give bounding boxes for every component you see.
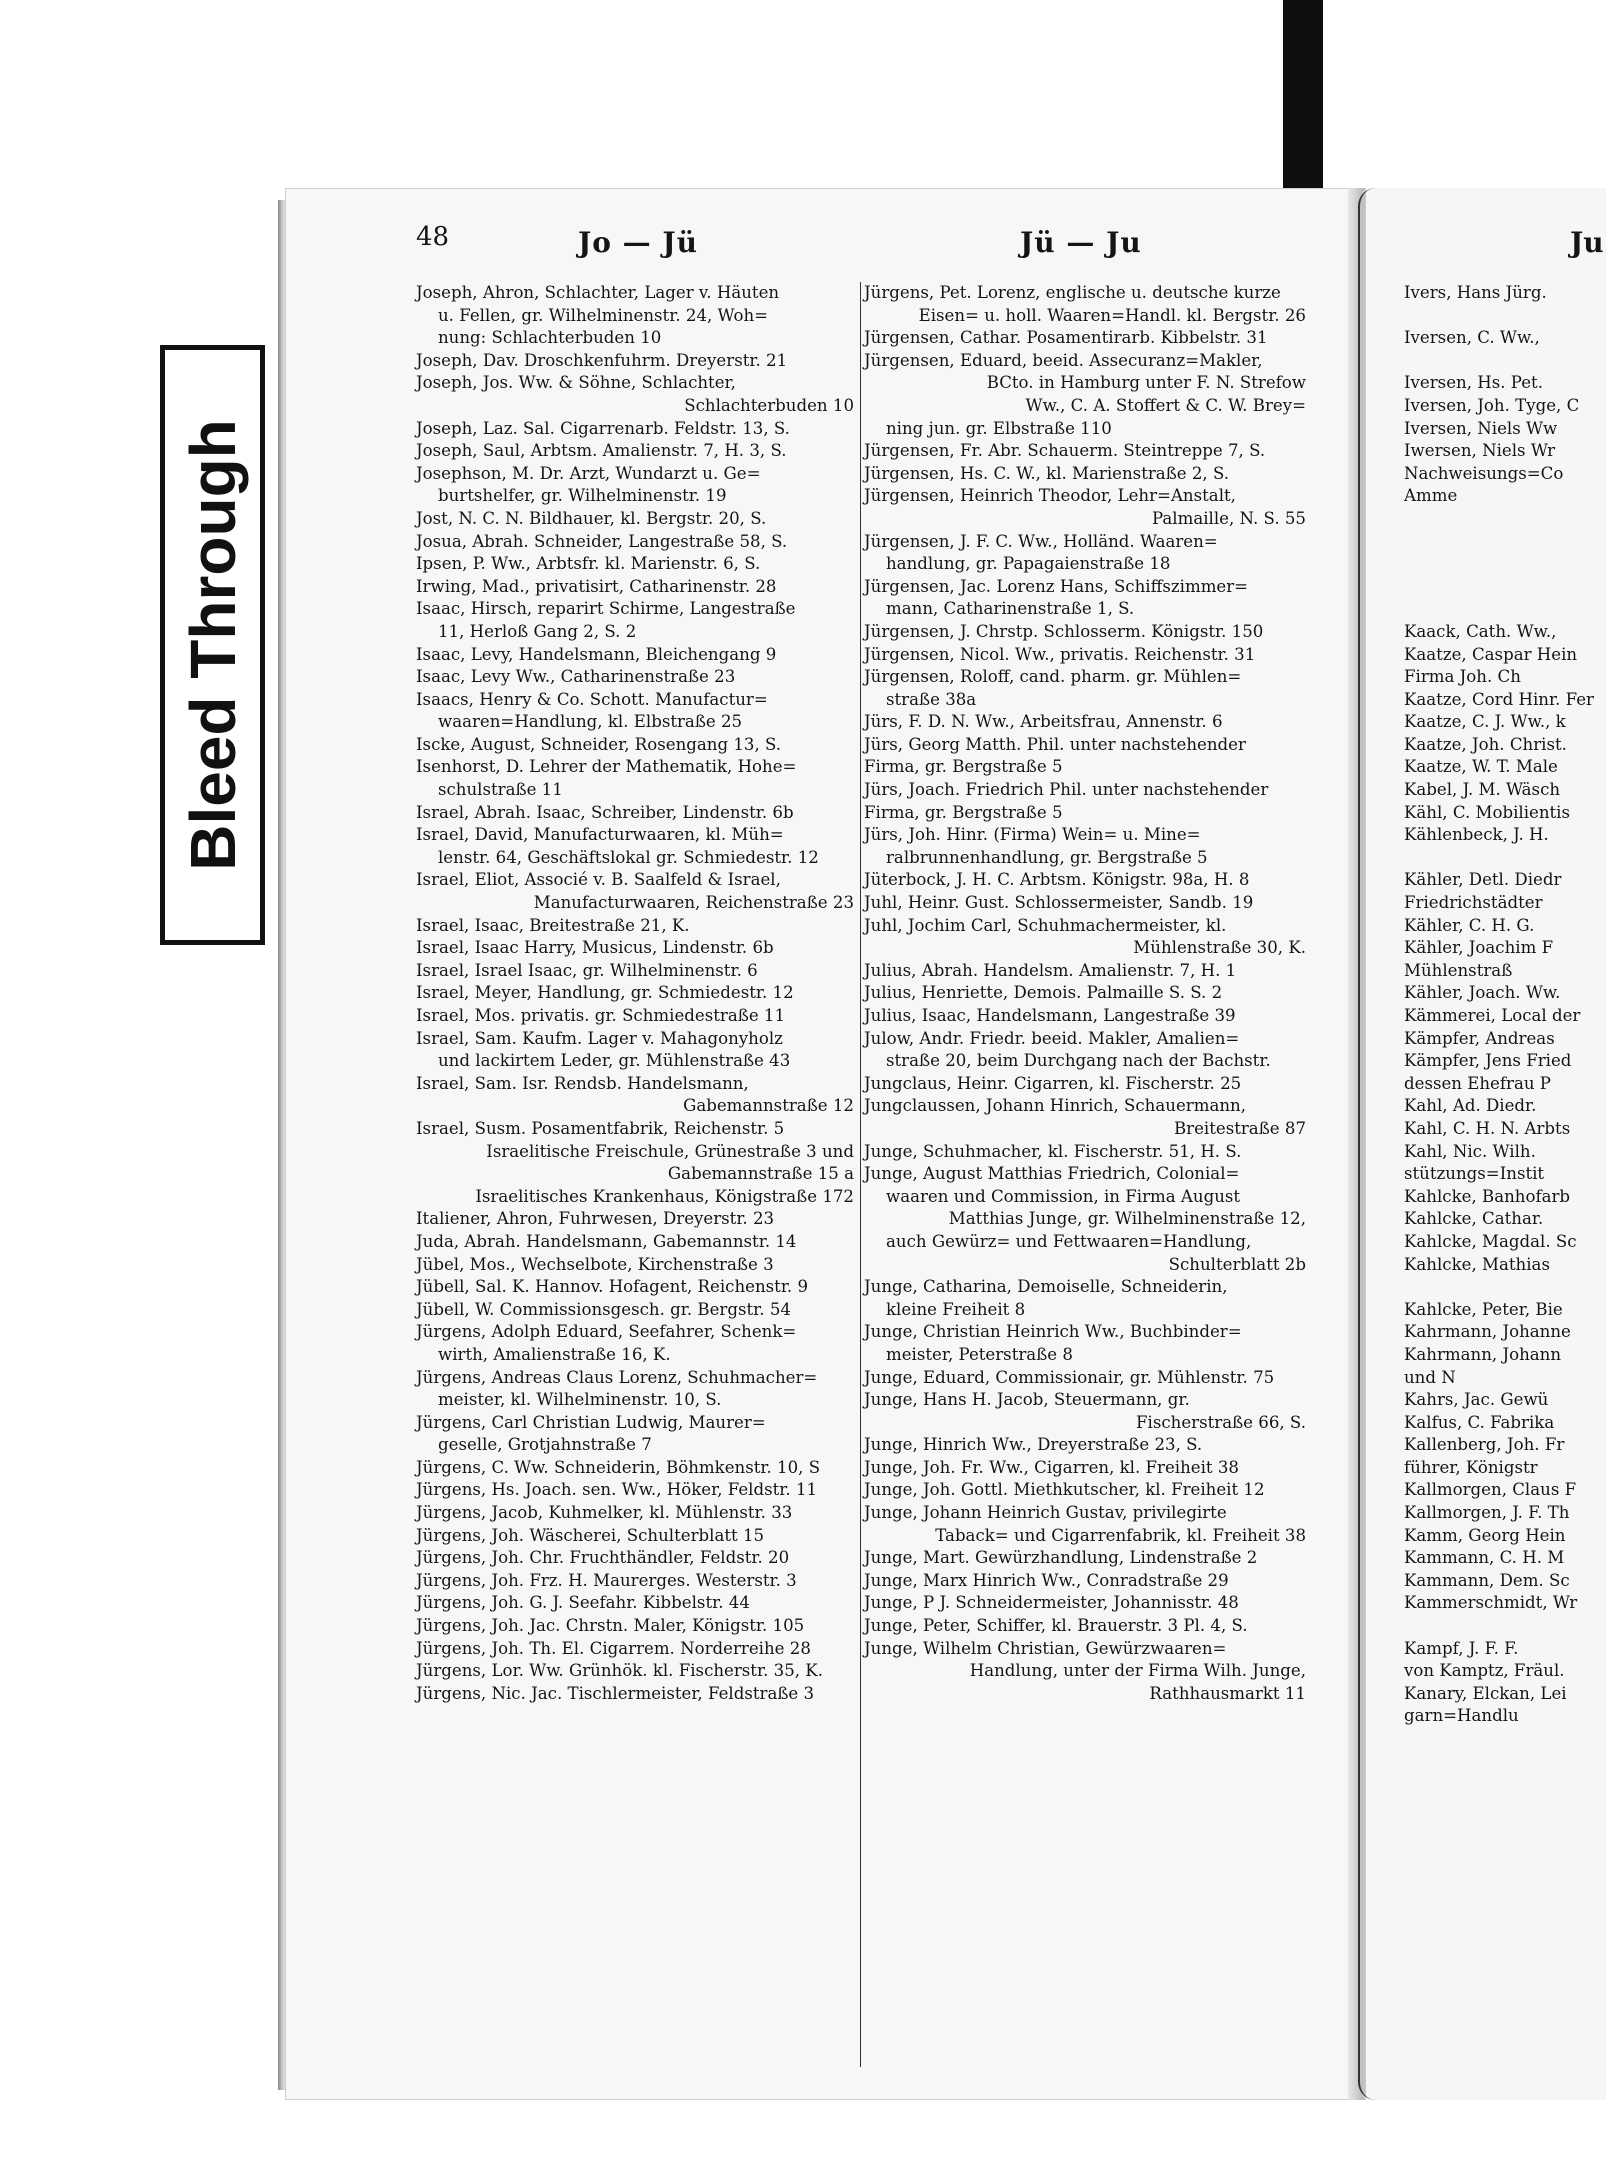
directory-entry-line: Eisen= u. holl. Waaren=Handl. kl. Bergstr. 26 bbox=[918, 305, 1306, 325]
directory-entry-line: Friedrichstädter bbox=[1404, 893, 1543, 913]
directory-entry-line: Gabemannstraße 12 bbox=[683, 1096, 854, 1116]
directory-entry-line: Jürs, Joach. Friedrich Phil. unter nachstehender bbox=[864, 780, 1269, 800]
directory-entry-line: Kahrs, Jac. Gewü bbox=[1404, 1390, 1549, 1410]
directory-entry-line: Jürgensen, Eduard, beeid. Assecuranz=Makler, bbox=[864, 350, 1263, 370]
directory-entry-line: Kahrmann, Johanne bbox=[1404, 1322, 1571, 1342]
directory-entry-line: Israel, Mos. privatis. gr. Schmiedestraße 11 bbox=[416, 1006, 786, 1025]
directory-entry-line: Rathhausmarkt 11 bbox=[1149, 1683, 1306, 1703]
directory-entry-line: Iversen, C. Ww., bbox=[1404, 328, 1540, 348]
directory-entry-line: Breitestraße 87 bbox=[1173, 1118, 1306, 1138]
directory-entry-line: Jürgensen, Jac. Lorenz Hans, Schiffszimmer= bbox=[864, 576, 1249, 596]
directory-entry-line: Kahlcke, Peter, Bie bbox=[1404, 1299, 1563, 1319]
directory-entry-line: meister, Peterstraße 8 bbox=[886, 1344, 1073, 1364]
directory-entry-line: Josephson, M. Dr. Arzt, Wundarzt u. Ge= bbox=[416, 463, 761, 483]
directory-entry-line: Juhl, Jochim Carl, Schuhmachermeister, kl. bbox=[864, 915, 1227, 935]
directory-entry-line: Junge, Joh. Fr. Ww., Cigarren, kl. Freiheit 38 bbox=[864, 1457, 1239, 1477]
directory-entry-line: Italiener, Ahron, Fuhrwesen, Dreyerstr. 23 bbox=[416, 1209, 775, 1229]
directory-entry-line: Israel, Isaac Harry, Musicus, Lindenstr. 6b bbox=[416, 938, 774, 958]
directory-entry-line: Iscke, August, Schneider, Rosengang 13, S. bbox=[416, 734, 782, 754]
directory-entry-line: Jürgens, Hs. Joach. sen. Ww., Höker, Feldstr. 11 bbox=[416, 1480, 818, 1500]
directory-entry-line: Ww., C. A. Stoffert & C. W. Brey= bbox=[1025, 395, 1306, 415]
directory-entry-line: Matthias Junge, gr. Wilhelminenstraße 12, bbox=[948, 1209, 1306, 1229]
right-page-edge bbox=[1358, 188, 1378, 2100]
directory-entry-line bbox=[1404, 1276, 1604, 1299]
directory-entry-line: Kahl, Ad. Diedr. bbox=[1404, 1096, 1537, 1116]
directory-entry-line bbox=[1404, 576, 1604, 599]
directory-entry-line: Taback= und Cigarrenfabrik, kl. Freiheit 38 bbox=[935, 1525, 1306, 1545]
directory-entry-line: Irwing, Mad., privatisirt, Catharinenstr. 28 bbox=[416, 576, 777, 596]
directory-entry-line: Jürgens, Andreas Claus Lorenz, Schuhmacher= bbox=[416, 1367, 818, 1387]
directory-entry-line bbox=[1404, 350, 1604, 373]
directory-entry-line: Josua, Abrah. Schneider, Langestraße 58, S. bbox=[416, 531, 788, 551]
running-header-right: Jü — Ju bbox=[1020, 226, 1142, 259]
directory-entry-line: Kanary, Elckan, Lei bbox=[1404, 1683, 1567, 1703]
directory-entry-line: Jürgens, Joh. Jac. Chrstn. Maler, Königstr. 105 bbox=[416, 1616, 805, 1636]
directory-entry-line: Manufacturwaaren, Reichenstraße 23 bbox=[533, 893, 854, 913]
directory-entry-line: und N bbox=[1404, 1367, 1456, 1387]
directory-entry-line: Kaatze, C. J. Ww., k bbox=[1404, 712, 1566, 732]
directory-entry-line: Juhl, Heinr. Gust. Schlossermeister, Sandb. 19 bbox=[864, 893, 1254, 913]
directory-entry-line: Kahlcke, Magdal. Sc bbox=[1404, 1231, 1577, 1251]
directory-entry-line: Kahl, C. H. N. Arbts bbox=[1404, 1118, 1571, 1138]
directory-column-left bbox=[416, 282, 854, 1705]
directory-entry-line: Joseph, Ahron, Schlachter, Lager v. Häuten bbox=[416, 283, 780, 302]
directory-entry-line: Ivers, Hans Jürg. bbox=[1404, 283, 1547, 302]
directory-entry-line: Jürgensen, Nicol. Ww., privatis. Reichenstr. 31 bbox=[864, 644, 1256, 664]
directory-entry-line bbox=[1404, 508, 1604, 531]
directory-entry-line: waaren und Commission, in Firma August bbox=[886, 1186, 1241, 1206]
directory-entry-line: Firma, gr. Bergstraße 5 bbox=[864, 802, 1063, 822]
directory-entry-line: Julius, Abrah. Handelsm. Amalienstr. 7, H. 1 bbox=[864, 960, 1237, 980]
directory-entry-line: Isaac, Hirsch, reparirt Schirme, Langestraße bbox=[416, 599, 796, 619]
directory-entry-line: führer, Königstr bbox=[1404, 1457, 1538, 1477]
directory-entry-line: Junge, Catharina, Demoiselle, Schneiderin, bbox=[864, 1277, 1228, 1297]
directory-entry-line: Nachweisungs=Co bbox=[1404, 463, 1564, 483]
directory-entry-line: Kalfus, C. Fabrika bbox=[1404, 1412, 1555, 1432]
directory-entry-line: Jürgensen, Roloff, cand. pharm. gr. Mühlen= bbox=[864, 667, 1242, 687]
directory-entry-line: Israel, Meyer, Handlung, gr. Schmiedestr. 12 bbox=[416, 983, 794, 1003]
directory-entry-line: Iwersen, Niels Wr bbox=[1404, 441, 1556, 461]
directory-entry-line: Julow, Andr. Friedr. beeid. Makler, Amalien= bbox=[864, 1028, 1240, 1048]
directory-entry-line: Kämmerei, Local der bbox=[1404, 1006, 1581, 1025]
directory-entry-line: Jürs, Georg Matth. Phil. unter nachstehender bbox=[864, 734, 1246, 754]
directory-entry-line: Joseph, Saul, Arbtsm. Amalienstr. 7, H. 3, S. bbox=[416, 441, 787, 461]
directory-entry-line: Jürgens, Joh. G. J. Seefahr. Kibbelstr. 44 bbox=[416, 1593, 750, 1613]
directory-entry-line: Jürgensen, Hs. C. W., kl. Marienstraße 2, S. bbox=[864, 463, 1230, 483]
directory-entry-line: Jürs, Joh. Hinr. (Firma) Wein= u. Mine= bbox=[864, 825, 1201, 845]
directory-entry-line bbox=[1404, 531, 1604, 554]
directory-entry-line: Amme bbox=[1404, 486, 1458, 506]
directory-entry-line: Firma, gr. Bergstraße 5 bbox=[864, 757, 1063, 777]
directory-entry-line: Jürgensen, J. F. C. Ww., Holländ. Waaren= bbox=[864, 531, 1218, 551]
directory-entry-line: straße 20, beim Durchgang nach der Bachstr. bbox=[886, 1051, 1271, 1071]
directory-entry-line: Israel, David, Manufacturwaaren, kl. Müh= bbox=[416, 825, 784, 845]
directory-entry-line: Junge, Hinrich Ww., Dreyerstraße 23, S. bbox=[864, 1435, 1203, 1455]
directory-entry-line: Kammann, C. H. M bbox=[1404, 1548, 1565, 1568]
directory-entry-line: Jübell, Sal. K. Hannov. Hofagent, Reichenstr. 9 bbox=[416, 1277, 809, 1297]
directory-entry-line: Junge, Eduard, Commissionair, gr. Mühlenstr. 75 bbox=[864, 1367, 1275, 1387]
directory-entry-line: Palmaille, N. S. 55 bbox=[1152, 508, 1306, 528]
directory-entry-line: Schlachterbuden 10 bbox=[684, 395, 854, 415]
directory-entry-line: Juda, Abrah. Handelsmann, Gabemannstr. 14 bbox=[416, 1231, 797, 1251]
directory-entry-line: Jürgens, Jacob, Kuhmelker, kl. Mühlenstr. 33 bbox=[416, 1503, 793, 1523]
directory-entry-line: Kallmorgen, J. F. Th bbox=[1404, 1503, 1570, 1523]
directory-entry-line: Kähl, C. Mobilientis bbox=[1404, 802, 1571, 822]
directory-entry-line: Isaac, Levy, Handelsmann, Bleichengang 9 bbox=[416, 644, 777, 664]
directory-entry-line: Junge, Mart. Gewürzhandlung, Lindenstraße 2 bbox=[864, 1548, 1258, 1568]
directory-entry-line: Jübel, Mos., Wechselbote, Kirchenstraße 3 bbox=[416, 1254, 774, 1274]
directory-entry-line bbox=[1404, 305, 1604, 328]
directory-entry-line: Fischerstraße 66, S. bbox=[1136, 1412, 1306, 1432]
directory-entry-line: von Kamptz, Fräul. bbox=[1404, 1661, 1565, 1681]
directory-entry-line: Kammann, Dem. Sc bbox=[1404, 1570, 1570, 1590]
directory-entry-line: Kähler, Detl. Diedr bbox=[1404, 870, 1562, 890]
directory-entry-line: Kallmorgen, Claus F bbox=[1404, 1480, 1577, 1500]
running-header-next-page: Ju bbox=[1570, 226, 1604, 259]
directory-entry-line: Junge, Hans H. Jacob, Steuermann, gr. bbox=[864, 1390, 1190, 1410]
directory-entry-line: u. Fellen, gr. Wilhelminenstr. 24, Woh= bbox=[438, 305, 769, 325]
directory-entry-line: Kähler, Joach. Ww. bbox=[1404, 983, 1561, 1003]
directory-entry-line: Kahlcke, Banhofarb bbox=[1404, 1186, 1571, 1206]
directory-entry-line: schulstraße 11 bbox=[438, 780, 563, 800]
directory-entry-line: straße 38a bbox=[886, 689, 977, 709]
directory-entry-line: Kaack, Cath. Ww., bbox=[1404, 621, 1557, 641]
directory-entry-line: Jürgens, Joh. Wäscherei, Schulterblatt 15 bbox=[416, 1525, 765, 1545]
directory-entry-line: Julius, Henriette, Demois. Palmaille S. S. 2 bbox=[864, 983, 1223, 1003]
directory-entry-line: burtshelfer, gr. Wilhelminenstr. 19 bbox=[438, 486, 727, 506]
directory-entry-line: auch Gewürz= und Fettwaaren=Handlung, bbox=[886, 1231, 1252, 1251]
directory-entry-line: Jürs, F. D. N. Ww., Arbeitsfrau, Annenstr. 6 bbox=[864, 712, 1223, 732]
directory-entry-line: Junge, Christian Heinrich Ww., Buchbinder= bbox=[864, 1322, 1242, 1342]
directory-column-middle bbox=[864, 282, 1306, 1705]
bleed-through-label-text: Bleed Through bbox=[176, 419, 249, 871]
directory-entry-line: Jürgens, Carl Christian Ludwig, Maurer= bbox=[416, 1412, 766, 1432]
directory-entry-line: ralbrunnenhandlung, gr. Bergstraße 5 bbox=[886, 847, 1208, 867]
directory-entry-line: Kampf, J. F. F. bbox=[1404, 1638, 1519, 1658]
directory-entry-line: lenstr. 64, Geschäftslokal gr. Schmiedestr. 12 bbox=[438, 847, 819, 867]
directory-entry-line: Firma Joh. Ch bbox=[1404, 667, 1521, 687]
directory-entry-line: Isenhorst, D. Lehrer der Mathematik, Hohe= bbox=[416, 757, 797, 777]
directory-entry-line: Jungclaus, Heinr. Cigarren, kl. Fischerstr. 25 bbox=[864, 1073, 1242, 1093]
directory-entry-line: Junge, Wilhelm Christian, Gewürzwaaren= bbox=[864, 1638, 1227, 1658]
directory-entry-line: ning jun. gr. Elbstraße 110 bbox=[886, 418, 1112, 438]
directory-entry-line: Jürgens, Joh. Th. El. Cigarrem. Norderreihe 28 bbox=[416, 1638, 811, 1658]
directory-entry-line: dessen Ehefrau P bbox=[1404, 1073, 1551, 1093]
directory-entry-line: Jungclaussen, Johann Hinrich, Schauermann, bbox=[864, 1096, 1246, 1116]
scan-border-strip bbox=[1283, 0, 1323, 200]
directory-entry-line: Israel, Israel Isaac, gr. Wilhelminenstr. 6 bbox=[416, 960, 758, 980]
directory-entry-line: Junge, Johann Heinrich Gustav, privilegirte bbox=[864, 1503, 1227, 1523]
directory-entry-line bbox=[1404, 847, 1604, 870]
directory-entry-line: garn=Handlu bbox=[1404, 1706, 1519, 1726]
directory-entry-line: Junge, August Matthias Friedrich, Colonial= bbox=[864, 1164, 1240, 1184]
directory-entry-line: Jübell, W. Commissionsgesch. gr. Bergstr. 54 bbox=[416, 1299, 791, 1319]
directory-entry-line: BCto. in Hamburg unter F. N. Strefow bbox=[986, 373, 1306, 393]
directory-entry-line: Joseph, Dav. Droschkenfuhrm. Dreyerstr. 21 bbox=[416, 350, 788, 370]
directory-entry-line: und lackirtem Leder, gr. Mühlenstraße 43 bbox=[438, 1051, 791, 1071]
directory-entry-line: Junge, P J. Schneidermeister, Johannisstr. 48 bbox=[864, 1593, 1239, 1613]
directory-entry-line: Israel, Eliot, Associé v. B. Saalfeld & Israel, bbox=[416, 870, 781, 890]
directory-entry-line: handlung, gr. Papagaienstraße 18 bbox=[886, 554, 1171, 574]
directory-entry-line: meister, kl. Wilhelminenstr. 10, S. bbox=[438, 1390, 722, 1410]
directory-entry-line: Gabemannstraße 15 a bbox=[667, 1164, 854, 1184]
directory-entry-line: Israel, Sam. Kaufm. Lager v. Mahagonyholz bbox=[416, 1028, 783, 1048]
directory-entry-line: Jürgensen, Heinrich Theodor, Lehr=Anstalt, bbox=[864, 486, 1236, 506]
directory-entry-line: Jürgens, Lor. Ww. Grünhök. kl. Fischerstr. 35, K. bbox=[416, 1661, 823, 1681]
directory-entry-line: Isaacs, Henry & Co. Schott. Manufactur= bbox=[416, 689, 768, 709]
directory-entry-line: waaren=Handlung, kl. Elbstraße 25 bbox=[438, 712, 743, 732]
directory-entry-line: geselle, Grotjahnstraße 7 bbox=[438, 1435, 652, 1455]
directory-entry-line: mann, Catharinenstraße 1, S. bbox=[886, 599, 1135, 619]
directory-entry-line: Israel, Isaac, Breitestraße 21, K. bbox=[416, 915, 690, 935]
directory-entry-line: Kahl, Nic. Wilh. bbox=[1404, 1141, 1536, 1161]
directory-entry-line: Kabel, J. M. Wäsch bbox=[1404, 780, 1561, 800]
directory-entry-line: stützungs=Instit bbox=[1404, 1164, 1545, 1184]
directory-entry-line: Kählenbeck, J. H. bbox=[1404, 825, 1549, 845]
directory-entry-line: Ipsen, P. Ww., Arbtsfr. kl. Marienstr. 6, S. bbox=[416, 554, 761, 574]
directory-entry-line: Junge, Peter, Schiffer, kl. Brauerstr. 3 Pl. 4, S. bbox=[864, 1616, 1248, 1636]
directory-entry-line bbox=[1404, 553, 1604, 576]
directory-entry-line: Jürgens, Joh. Frz. H. Maurerges. Westerstr. 3 bbox=[416, 1570, 797, 1590]
directory-entry-line: Julius, Isaac, Handelsmann, Langestraße 39 bbox=[864, 1006, 1236, 1025]
directory-entry-line: Kämpfer, Andreas bbox=[1404, 1028, 1555, 1048]
directory-entry-line: Kaatze, Joh. Christ. bbox=[1404, 734, 1567, 754]
directory-entry-line: Iversen, Niels Ww bbox=[1404, 418, 1558, 438]
directory-entry-line: 11, Herloß Gang 2, S. 2 bbox=[438, 621, 637, 641]
directory-entry-line: Jürgens, Nic. Jac. Tischlermeister, Feldstraße 3 bbox=[416, 1683, 815, 1703]
directory-entry-line: kleine Freiheit 8 bbox=[886, 1299, 1026, 1319]
directory-entry-line: Kallenberg, Joh. Fr bbox=[1404, 1435, 1565, 1455]
directory-entry-line: Joseph, Jos. Ww. & Söhne, Schlachter, bbox=[416, 373, 736, 393]
directory-entry-line: wirth, Amalienstraße 16, K. bbox=[438, 1344, 671, 1364]
directory-entry-line: Mühlenstraße 30, K. bbox=[1133, 938, 1306, 958]
directory-entry-line: Kämpfer, Jens Fried bbox=[1404, 1051, 1572, 1071]
directory-entry-line: Jürgensen, Fr. Abr. Schauerm. Steintreppe 7, S. bbox=[864, 441, 1266, 461]
directory-entry-line: Kähler, Joachim F bbox=[1404, 938, 1554, 958]
directory-entry-line: Kähler, C. H. G. bbox=[1404, 915, 1535, 935]
directory-entry-line: Israel, Susm. Posamentfabrik, Reichenstr. 5 bbox=[416, 1118, 785, 1138]
directory-entry-line: Jürgens, Pet. Lorenz, englische u. deutsche kurze bbox=[864, 283, 1281, 302]
directory-entry-line: Junge, Schuhmacher, kl. Fischerstr. 51, H. S. bbox=[864, 1141, 1242, 1161]
directory-entry-line: Jost, N. C. N. Bildhauer, kl. Bergstr. 20, S. bbox=[416, 508, 767, 528]
directory-entry-line bbox=[1404, 598, 1604, 621]
directory-entry-line: Kahlcke, Mathias bbox=[1404, 1254, 1550, 1274]
directory-entry-line: Joseph, Laz. Sal. Cigarrenarb. Feldstr. 13, S. bbox=[416, 418, 790, 438]
directory-entry-line: Kahrmann, Johann bbox=[1404, 1344, 1562, 1364]
directory-entry-line: Kammerschmidt, Wr bbox=[1404, 1593, 1578, 1613]
directory-entry-line: Schulterblatt 2b bbox=[1168, 1254, 1306, 1274]
directory-entry-line: Jürgens, Adolph Eduard, Seefahrer, Schenk= bbox=[416, 1322, 797, 1342]
directory-entry-line: Kaatze, Caspar Hein bbox=[1404, 644, 1578, 664]
directory-entry-line: Kaatze, Cord Hinr. Fer bbox=[1404, 689, 1594, 709]
directory-entry-line: Handlung, unter der Firma Wilh. Junge, bbox=[969, 1661, 1306, 1681]
directory-entry-line: Mühlenstraß bbox=[1404, 960, 1513, 980]
directory-entry-line: Junge, Joh. Gottl. Miethkutscher, kl. Freiheit 12 bbox=[864, 1480, 1265, 1500]
directory-entry-line: Jüterbock, J. H. C. Arbtsm. Königstr. 98a, H. 8 bbox=[864, 870, 1250, 890]
directory-entry-line bbox=[1404, 1615, 1604, 1638]
directory-entry-line: Kahlcke, Cathar. bbox=[1404, 1209, 1544, 1229]
column-divider bbox=[860, 282, 861, 2067]
directory-entry-line: Jürgens, C. Ww. Schneiderin, Böhmkenstr. 10, S bbox=[416, 1457, 821, 1477]
directory-column-next-page bbox=[1404, 282, 1604, 1728]
directory-entry-line: Iversen, Joh. Tyge, C bbox=[1404, 395, 1580, 415]
directory-entry-line: Jürgensen, Cathar. Posamentirarb. Kibbelstr. 31 bbox=[864, 328, 1268, 348]
directory-entry-line: Isaac, Levy Ww., Catharinenstraße 23 bbox=[416, 667, 736, 687]
bleed-through-label bbox=[160, 345, 265, 945]
running-header-left: Jo — Jü bbox=[578, 226, 699, 259]
directory-entry-line: Israel, Sam. Isr. Rendsb. Handelsmann, bbox=[416, 1073, 749, 1093]
directory-entry-line: Kaatze, W. T. Male bbox=[1404, 757, 1558, 777]
directory-entry-line: Kamm, Georg Hein bbox=[1404, 1525, 1566, 1545]
directory-entry-line: Jürgensen, J. Chrstp. Schlosserm. Königstr. 150 bbox=[864, 621, 1264, 641]
directory-entry-line: Jürgens, Joh. Chr. Fruchthändler, Feldstr. 20 bbox=[416, 1548, 790, 1568]
directory-entry-line: nung: Schlachterbuden 10 bbox=[438, 328, 662, 348]
page-number: 48 bbox=[416, 222, 450, 252]
directory-entry-line: Israelitisches Krankenhaus, Königstraße 172 bbox=[475, 1186, 854, 1206]
directory-entry-line: Israel, Abrah. Isaac, Schreiber, Lindenstr. 6b bbox=[416, 802, 794, 822]
directory-entry-line: Iversen, Hs. Pet. bbox=[1404, 373, 1543, 393]
directory-entry-line: Israelitische Freischule, Grünestraße 3 und bbox=[486, 1141, 854, 1161]
directory-entry-line: Junge, Marx Hinrich Ww., Conradstraße 29 bbox=[864, 1570, 1229, 1590]
